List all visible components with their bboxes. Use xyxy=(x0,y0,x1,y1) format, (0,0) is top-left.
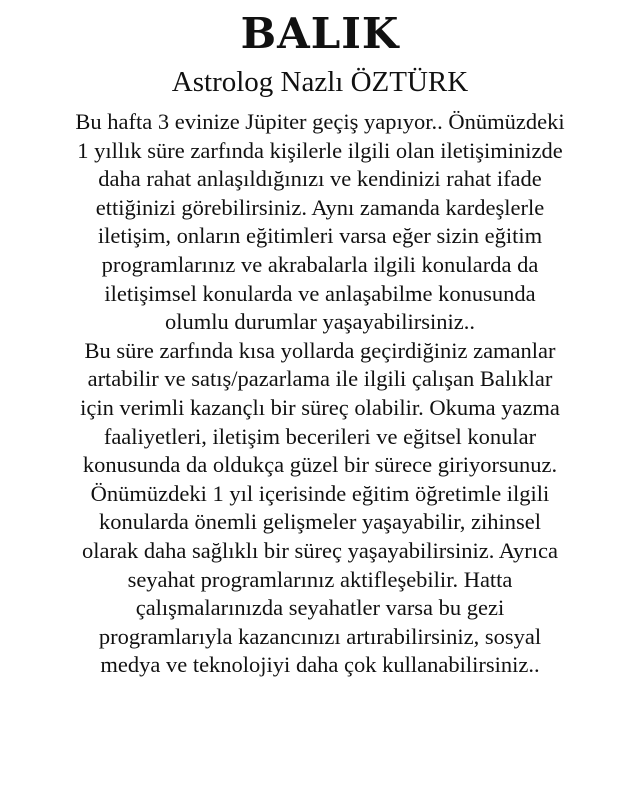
text-line: iletişim, onların eğitimleri varsa eğer sizin eğitim xyxy=(97,223,543,249)
text-line: 1 yıllık süre zarfında kişilerle ilgili olan iletişiminizde xyxy=(77,137,563,163)
text-line: iletişimsel konularda ve anlaşabilme konusunda xyxy=(104,280,536,306)
text-line: ettiğinizi görebilirsiniz. Aynı zamanda kardeşlerle xyxy=(95,194,545,220)
text-line: Bu hafta 3 evinize Jüpiter geçiş yapıyor.. Önümüzdeki xyxy=(75,109,565,134)
horoscope-text xyxy=(8,108,632,680)
text-line: çalışmalarınızda seyahatler varsa bu gezi xyxy=(135,595,505,621)
text-line: faaliyetleri, iletişim becerileri ve eğitsel konular xyxy=(103,423,537,449)
text-line: programlarınız ve akrabalarla ilgili konularda da xyxy=(101,251,539,277)
text-line: olumlu durumlar yaşayabilirsiniz.. xyxy=(165,309,475,335)
author-name: Astrolog Nazlı ÖZTÜRK xyxy=(171,66,469,98)
text-line: seyahat programlarınız aktifleşebilir. Hatta xyxy=(127,566,513,592)
text-line: medya ve teknolojiyi daha çok kullanabilirsiniz.. xyxy=(100,652,540,678)
text-line: artabilir ve satış/pazarlama ile ilgili çalışan Balıklar xyxy=(87,366,553,392)
text-line: Bu süre zarfında kısa yollarda geçirdiğiniz zamanlar xyxy=(84,337,556,363)
text-line: konularda önemli gelişmeler yaşayabilir, zihinsel xyxy=(98,509,542,535)
text-line: Önümüzdeki 1 yıl içerisinde eğitim öğretimle ilgili xyxy=(90,480,550,506)
text-line: programlarıyla kazancınızı artırabilirsiniz, sosyal xyxy=(98,623,542,649)
page-title: BALIK xyxy=(240,9,400,58)
text-line: konusunda da oldukça güzel bir sürece giriyorsunuz. xyxy=(82,452,558,478)
text-line: daha rahat anlaşıldığınızı ve kendinizi rahat ifade xyxy=(98,166,542,192)
text-line: olarak daha sağlıklı bir süreç yaşayabilirsiniz. Ayrıca xyxy=(82,537,558,563)
text-line: için verimli kazançlı bir süreç olabilir. Okuma yazma xyxy=(80,394,560,420)
